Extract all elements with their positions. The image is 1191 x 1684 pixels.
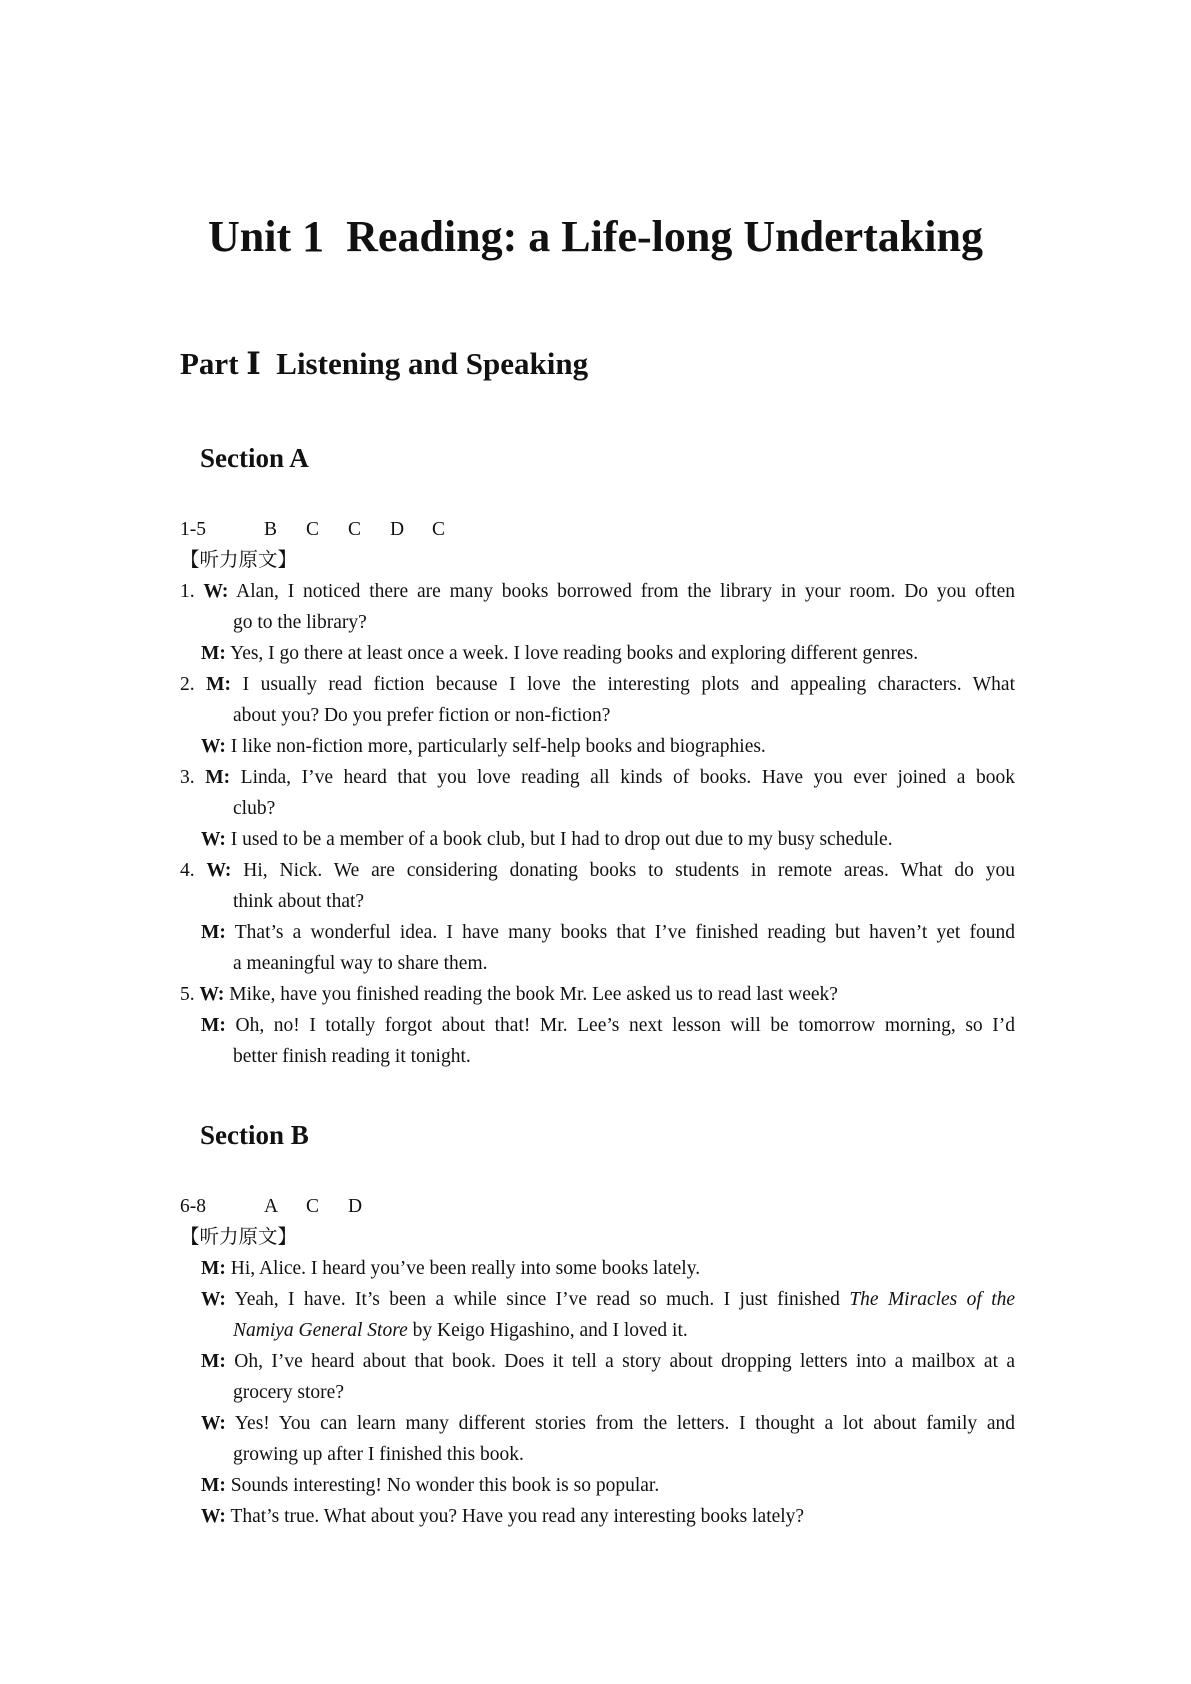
dialogue-text: go to the library? <box>233 612 367 633</box>
dialogue-text: Hi, Alice. I heard you’ve been really into some books lately. <box>230 1258 701 1279</box>
dialogue-text: That’s true. What about you? Have you read any interesting books lately? <box>230 1506 805 1527</box>
answer-letter: C <box>432 519 446 540</box>
dialogue-turn <box>180 1470 1015 1501</box>
dialogue-text: That’s a wonderful idea. I have many books that I’ve finished reading but haven’t yet found <box>234 922 1015 943</box>
speaker-label: W: <box>206 860 232 881</box>
dialogue-text: Linda, I’ve heard that you love reading all kinds of books. Have you ever joined a book <box>240 767 1016 788</box>
dialogue-turn <box>180 1010 1015 1072</box>
dialogue-turn <box>180 576 1015 638</box>
speaker-label: W: <box>199 984 225 1005</box>
item-number: 5. <box>180 984 195 1005</box>
dialogue-text: growing up after I finished this book. <box>233 1444 524 1465</box>
section-b-heading: Section B <box>200 1120 309 1150</box>
dialogue-text: club? <box>233 798 276 819</box>
dialogue-text: Yes, I go there at least once a week. I love reading books and exploring different genres. <box>230 643 919 664</box>
dialogue-turn <box>180 979 1015 1010</box>
answer-letter: C <box>306 1196 320 1217</box>
dialogue-text: by Keigo Higashino, and I loved it. <box>412 1320 688 1341</box>
dialogue-text: Hi, Nick. We are considering donating books to students in remote areas. What do you <box>243 860 1016 881</box>
dialogue-text: about you? Do you prefer fiction or non-fiction? <box>233 705 611 726</box>
speaker-label: M: <box>201 1258 226 1279</box>
script-label: 【听力原文】 <box>180 550 298 571</box>
dialogue-text: I used to be a member of a book club, but I had to drop out due to my busy schedule. <box>230 829 893 850</box>
dialogue-text: Yeah, I have. It’s been a while since I’ve read so much. I just finished <box>234 1289 840 1310</box>
item-number: 1. <box>180 581 195 602</box>
speaker-label: M: <box>205 767 231 788</box>
dialogue-text: I like non-fiction more, particularly self-help books and biographies. <box>230 736 766 757</box>
dialogue-text: think about that? <box>233 891 365 912</box>
answer-range: 1-5 <box>180 519 206 540</box>
dialogue-text: Alan, I noticed there are many books borrowed from the library in your room. Do you often <box>236 581 1015 602</box>
book-title: Namiya General Store <box>233 1320 408 1341</box>
dialogue-text: better finish reading it tonight. <box>233 1046 471 1067</box>
speaker-label: W: <box>201 829 226 850</box>
unit-title: Unit 1 Reading: a Life-long Undertaking <box>208 212 983 261</box>
dialogue-turn <box>180 731 1015 762</box>
dialogue-text: I usually read fiction because I love the interesting plots and appealing characters. What <box>242 674 1016 695</box>
dialogue-text: Yes! You can learn many different stories from the letters. I thought a lot about family and <box>234 1413 1015 1434</box>
part-heading: Part Ⅰ Listening and Speaking <box>180 346 589 381</box>
dialogue-text: Oh, no! I totally forgot about that! Mr. Lee’s next lesson will be tomorrow morning, so I’d <box>235 1015 1016 1036</box>
dialogue-turn <box>180 762 1015 824</box>
script-label: 【听力原文】 <box>180 1227 298 1248</box>
dialogue-turn <box>180 1284 1015 1346</box>
dialogue-turn <box>180 1253 1015 1284</box>
dialogue-text: Oh, I’ve heard about that book. Does it tell a story about dropping letters into a mailbox at a <box>234 1351 1015 1372</box>
answer-letter: D <box>348 1196 363 1217</box>
section-a-answers <box>180 514 1015 545</box>
speaker-label: W: <box>201 1413 226 1434</box>
book-title: The Miracles of the <box>849 1289 1016 1310</box>
dialogue-turn <box>180 1501 1015 1532</box>
speaker-label: W: <box>203 581 229 602</box>
speaker-label: M: <box>201 1015 226 1036</box>
item-number: 2. <box>180 674 195 695</box>
dialogue-turn <box>180 1346 1015 1408</box>
dialogue-turn <box>180 638 1015 669</box>
answer-letter: D <box>390 519 405 540</box>
speaker-label: M: <box>201 643 226 664</box>
dialogue-turn <box>180 917 1015 979</box>
dialogue-turn <box>180 1408 1015 1470</box>
answer-letter: C <box>306 519 320 540</box>
speaker-label: M: <box>201 1475 226 1496</box>
speaker-label: M: <box>206 674 232 695</box>
answer-range: 6-8 <box>180 1196 206 1217</box>
dialogue-text: Sounds interesting! No wonder this book is so popular. <box>230 1475 660 1496</box>
item-number: 4. <box>180 860 195 881</box>
dialogue-text: Mike, have you finished reading the book Mr. Lee asked us to read last week? <box>229 984 838 1005</box>
dialogue-text: a meaningful way to share them. <box>233 953 488 974</box>
section-a-heading: Section A <box>200 443 309 473</box>
speaker-label: W: <box>201 1506 226 1527</box>
answer-letter: C <box>348 519 362 540</box>
speaker-label: M: <box>201 1351 226 1372</box>
speaker-label: M: <box>201 922 226 943</box>
item-number: 3. <box>180 767 195 788</box>
answer-letter: B <box>264 519 278 540</box>
speaker-label: W: <box>201 1289 226 1310</box>
dialogue-turn <box>180 855 1015 917</box>
dialogue-text: grocery store? <box>233 1382 344 1403</box>
dialogue-turn <box>180 669 1015 731</box>
speaker-label: W: <box>201 736 226 757</box>
dialogue-turn <box>180 824 1015 855</box>
section-b-answers <box>180 1191 1015 1222</box>
answer-letter: A <box>264 1196 279 1217</box>
